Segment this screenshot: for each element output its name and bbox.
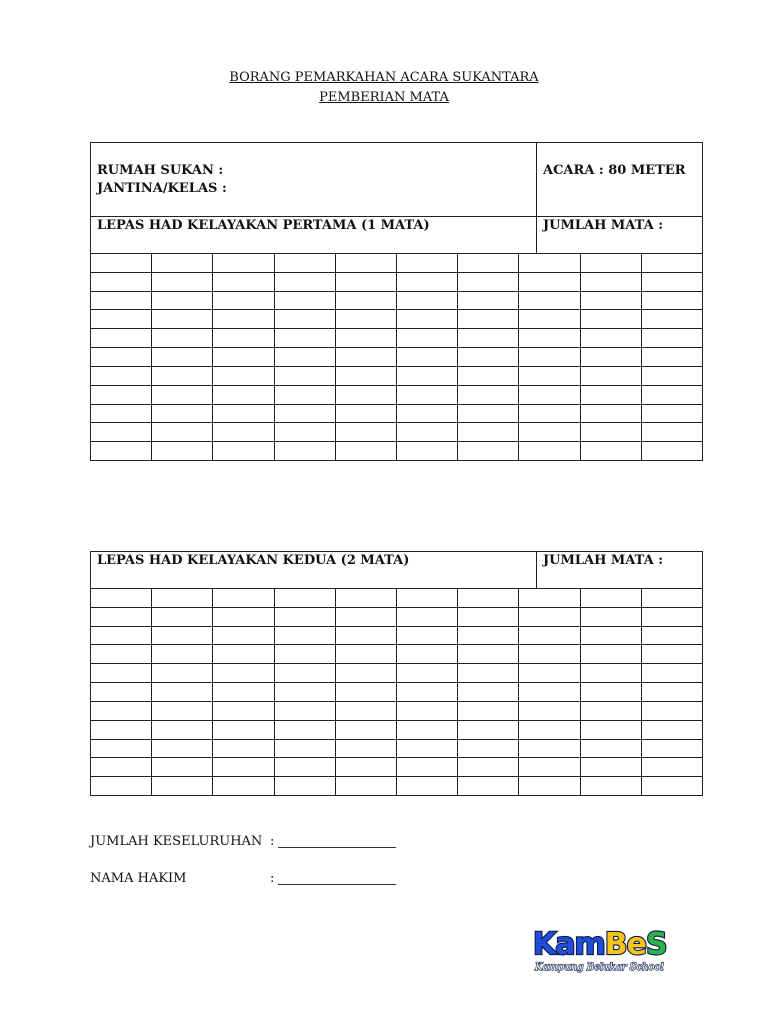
grid-row [91, 758, 703, 777]
grid-cell[interactable] [152, 423, 213, 442]
grid-cell[interactable] [580, 701, 641, 720]
grid-row [91, 423, 703, 442]
grid-cell[interactable] [519, 385, 580, 404]
grid-cell[interactable] [91, 739, 152, 758]
grid-row [91, 404, 703, 423]
grid-cell[interactable] [396, 442, 457, 461]
grid-cell[interactable] [641, 442, 702, 461]
grid-cell[interactable] [396, 310, 457, 329]
grid-cell[interactable] [335, 404, 396, 423]
grid-cell[interactable] [396, 348, 457, 367]
grid-cell[interactable] [396, 683, 457, 702]
grid-cell[interactable] [335, 385, 396, 404]
grid-cell[interactable] [152, 310, 213, 329]
grid-cell[interactable] [213, 291, 274, 310]
grid-cell[interactable] [580, 366, 641, 385]
grid-cell[interactable] [152, 701, 213, 720]
grid-cell[interactable] [91, 404, 152, 423]
grid-row [91, 291, 703, 310]
grid-cell[interactable] [396, 664, 457, 683]
grid-row [91, 329, 703, 348]
grid-row [91, 607, 703, 626]
grid-cell[interactable] [458, 310, 519, 329]
grid-cell[interactable] [335, 254, 396, 273]
grid-cell[interactable] [458, 348, 519, 367]
grid-cell[interactable] [580, 385, 641, 404]
grid-cell[interactable] [519, 366, 580, 385]
grid-cell[interactable] [152, 272, 213, 291]
grid-cell[interactable] [213, 385, 274, 404]
grid-cell[interactable] [519, 291, 580, 310]
grid-cell[interactable] [152, 254, 213, 273]
grid-cell[interactable] [213, 701, 274, 720]
grid-cell[interactable] [152, 683, 213, 702]
grid-cell[interactable] [519, 607, 580, 626]
grid-cell[interactable] [91, 607, 152, 626]
grid-cell[interactable] [213, 626, 274, 645]
grid-cell[interactable] [152, 607, 213, 626]
logo-kam: Kam [533, 927, 605, 962]
grid-cell[interactable] [335, 720, 396, 739]
grid-cell[interactable] [519, 348, 580, 367]
grid-cell[interactable] [519, 329, 580, 348]
grid-cell[interactable] [152, 645, 213, 664]
grid-cell[interactable] [274, 720, 335, 739]
grid-cell[interactable] [274, 626, 335, 645]
svg-text:KamBeS [533, 927, 667, 962]
grid-row [91, 385, 703, 404]
grid-cell[interactable] [641, 683, 702, 702]
grid-cell[interactable] [396, 777, 457, 796]
grid-cell[interactable] [213, 683, 274, 702]
grid-row [91, 254, 703, 273]
grid-cell[interactable] [152, 385, 213, 404]
grid-cell[interactable] [91, 310, 152, 329]
grid-cell[interactable] [274, 310, 335, 329]
grid-cell[interactable] [396, 720, 457, 739]
grid-row [91, 366, 703, 385]
grid-cell[interactable] [335, 739, 396, 758]
grid-cell[interactable] [641, 291, 702, 310]
grid-cell[interactable] [580, 777, 641, 796]
grid-cell[interactable] [641, 366, 702, 385]
grid-cell[interactable] [580, 310, 641, 329]
grid-cell[interactable] [91, 777, 152, 796]
grid-cell[interactable] [580, 348, 641, 367]
grid-cell[interactable] [274, 739, 335, 758]
grid-cell[interactable] [580, 607, 641, 626]
grid-row [91, 777, 703, 796]
grid-cell[interactable] [274, 758, 335, 777]
grid-cell[interactable] [641, 423, 702, 442]
grid-cell[interactable] [580, 645, 641, 664]
grid-cell[interactable] [641, 385, 702, 404]
grid-cell[interactable] [396, 589, 457, 608]
grid-cell[interactable] [213, 664, 274, 683]
grid-cell[interactable] [458, 272, 519, 291]
grid-cell[interactable] [213, 329, 274, 348]
grid-cell[interactable] [213, 272, 274, 291]
grid-cell[interactable] [641, 758, 702, 777]
grid-cell[interactable] [274, 589, 335, 608]
grid-cell[interactable] [458, 442, 519, 461]
grid-cell[interactable] [641, 701, 702, 720]
grid-cell[interactable] [641, 272, 702, 291]
form-title: BORANG PEMARKAHAN ACARA SUKANTARA [229, 70, 539, 85]
logo-s: S [645, 927, 667, 962]
score-grid-1 [90, 253, 703, 461]
grid-cell[interactable] [152, 404, 213, 423]
grid-cell[interactable] [396, 329, 457, 348]
grid-cell[interactable] [396, 423, 457, 442]
grid-cell[interactable] [396, 701, 457, 720]
grid-cell[interactable] [335, 310, 396, 329]
section1-heading: LEPAS HAD KELAYAKAN PERTAMA (1 MATA) [97, 218, 430, 233]
grid-cell[interactable] [335, 626, 396, 645]
grid-cell[interactable] [458, 385, 519, 404]
grid-cell[interactable] [458, 664, 519, 683]
grid-cell[interactable] [580, 291, 641, 310]
grid-cell[interactable] [458, 758, 519, 777]
grid-cell[interactable] [396, 645, 457, 664]
section2-total-label: JUMLAH MATA : [543, 553, 664, 568]
form-subtitle: PEMBERIAN MATA [319, 90, 449, 105]
grid-cell[interactable] [458, 254, 519, 273]
grid-cell[interactable] [274, 664, 335, 683]
grid-cell[interactable] [580, 664, 641, 683]
jantina-kelas-label: JANTINA/KELAS : [97, 181, 227, 196]
logo-be: Be [604, 927, 646, 962]
grid-cell[interactable] [213, 404, 274, 423]
grid-cell[interactable] [213, 758, 274, 777]
grid-cell[interactable] [519, 442, 580, 461]
grid-cell[interactable] [519, 423, 580, 442]
grid-cell[interactable] [213, 310, 274, 329]
grid-cell[interactable] [580, 404, 641, 423]
grid-cell[interactable] [519, 758, 580, 777]
grid-cell[interactable] [335, 348, 396, 367]
grid-cell[interactable] [641, 329, 702, 348]
grid-cell[interactable] [213, 254, 274, 273]
grid-cell[interactable] [274, 645, 335, 664]
grid-cell[interactable] [519, 310, 580, 329]
grid-cell[interactable] [152, 720, 213, 739]
grid-cell[interactable] [91, 291, 152, 310]
grid-cell[interactable] [274, 348, 335, 367]
grid-cell[interactable] [458, 777, 519, 796]
total-overall-label: JUMLAH KESELURUHAN [90, 834, 263, 849]
grid-cell[interactable] [641, 254, 702, 273]
grid-cell[interactable] [152, 348, 213, 367]
grid-cell[interactable] [396, 385, 457, 404]
grid-cell[interactable] [335, 329, 396, 348]
grid-cell[interactable] [91, 348, 152, 367]
grid-cell[interactable] [580, 423, 641, 442]
grid-cell[interactable] [274, 442, 335, 461]
section2-divider [536, 551, 537, 589]
info-box [90, 142, 703, 254]
grid-cell[interactable] [152, 291, 213, 310]
grid-cell[interactable] [213, 645, 274, 664]
grid-cell[interactable] [396, 254, 457, 273]
grid-cell[interactable] [641, 626, 702, 645]
grid-cell[interactable] [274, 254, 335, 273]
grid-cell[interactable] [152, 664, 213, 683]
grid-cell[interactable] [335, 683, 396, 702]
grid-row [91, 701, 703, 720]
grid-cell[interactable] [641, 404, 702, 423]
grid-cell[interactable] [458, 739, 519, 758]
total-overall-field[interactable] [278, 847, 396, 848]
grid-cell[interactable] [152, 442, 213, 461]
grid-cell[interactable] [274, 385, 335, 404]
grid-cell[interactable] [213, 423, 274, 442]
grid-cell[interactable] [458, 626, 519, 645]
grid-cell[interactable] [335, 442, 396, 461]
grid-cell[interactable] [458, 701, 519, 720]
grid-cell[interactable] [458, 404, 519, 423]
grid-cell[interactable] [396, 626, 457, 645]
grid-cell[interactable] [91, 366, 152, 385]
grid-cell[interactable] [580, 272, 641, 291]
grid-cell[interactable] [91, 423, 152, 442]
grid-cell[interactable] [580, 442, 641, 461]
grid-cell[interactable] [152, 777, 213, 796]
grid-cell[interactable] [519, 272, 580, 291]
score-grid-2 [90, 588, 703, 796]
grid-cell[interactable] [519, 254, 580, 273]
grid-cell[interactable] [580, 720, 641, 739]
grid-cell[interactable] [274, 366, 335, 385]
grid-cell[interactable] [152, 758, 213, 777]
grid-cell[interactable] [152, 366, 213, 385]
grid-cell[interactable] [335, 664, 396, 683]
grid-cell[interactable] [91, 645, 152, 664]
grid-row [91, 272, 703, 291]
grid-row [91, 720, 703, 739]
grid-cell[interactable] [641, 645, 702, 664]
grid-cell[interactable] [458, 683, 519, 702]
grid-cell[interactable] [641, 739, 702, 758]
grid-cell[interactable] [274, 777, 335, 796]
section2-heading: LEPAS HAD KELAYAKAN KEDUA (2 MATA) [97, 553, 410, 568]
info-separator [90, 216, 703, 217]
grid-cell[interactable] [458, 720, 519, 739]
acara-label: ACARA : 80 METER [543, 163, 686, 178]
grid-cell[interactable] [396, 291, 457, 310]
grid-cell[interactable] [519, 626, 580, 645]
grid-cell[interactable] [458, 291, 519, 310]
grid-cell[interactable] [519, 777, 580, 796]
grid-cell[interactable] [152, 626, 213, 645]
grid-cell[interactable] [641, 607, 702, 626]
judge-name-label: NAMA HAKIM [90, 871, 187, 886]
grid-row [91, 683, 703, 702]
grid-cell[interactable] [519, 720, 580, 739]
section1-total-label: JUMLAH MATA : [543, 218, 664, 233]
grid-cell[interactable] [458, 589, 519, 608]
grid-cell[interactable] [580, 626, 641, 645]
grid-cell[interactable] [519, 589, 580, 608]
grid-cell[interactable] [519, 701, 580, 720]
grid-cell[interactable] [213, 777, 274, 796]
grid-row [91, 645, 703, 664]
judge-name-colon: : [270, 871, 275, 886]
grid-cell[interactable] [458, 329, 519, 348]
grid-cell[interactable] [396, 758, 457, 777]
grid-cell[interactable] [213, 442, 274, 461]
grid-cell[interactable] [335, 645, 396, 664]
grid-cell[interactable] [335, 607, 396, 626]
grid-cell[interactable] [396, 272, 457, 291]
grid-cell[interactable] [580, 589, 641, 608]
grid-row [91, 589, 703, 608]
grid-cell[interactable] [519, 404, 580, 423]
grid-cell[interactable] [580, 254, 641, 273]
grid-cell[interactable] [274, 404, 335, 423]
grid-cell[interactable] [213, 589, 274, 608]
grid-cell[interactable] [396, 607, 457, 626]
grid-cell[interactable] [335, 291, 396, 310]
grid-cell[interactable] [335, 366, 396, 385]
grid-cell[interactable] [580, 758, 641, 777]
grid-cell[interactable] [580, 683, 641, 702]
grid-cell[interactable] [91, 683, 152, 702]
grid-cell[interactable] [396, 739, 457, 758]
grid-cell[interactable] [580, 329, 641, 348]
grid-cell[interactable] [641, 310, 702, 329]
grid-cell[interactable] [213, 607, 274, 626]
grid-cell[interactable] [213, 366, 274, 385]
grid-cell[interactable] [274, 683, 335, 702]
grid-cell[interactable] [335, 758, 396, 777]
rumah-sukan-label: RUMAH SUKAN : [97, 163, 224, 178]
grid-cell[interactable] [396, 404, 457, 423]
grid-cell[interactable] [519, 645, 580, 664]
grid-cell[interactable] [91, 701, 152, 720]
grid-cell[interactable] [213, 720, 274, 739]
grid-cell[interactable] [335, 701, 396, 720]
grid-cell[interactable] [274, 423, 335, 442]
grid-cell[interactable] [519, 683, 580, 702]
grid-cell[interactable] [91, 329, 152, 348]
grid-cell[interactable] [274, 329, 335, 348]
grid-cell[interactable] [274, 701, 335, 720]
grid-cell[interactable] [335, 423, 396, 442]
grid-cell[interactable] [274, 607, 335, 626]
grid-cell[interactable] [641, 720, 702, 739]
grid-cell[interactable] [91, 442, 152, 461]
grid-row [91, 739, 703, 758]
grid-cell[interactable] [335, 777, 396, 796]
grid-cell[interactable] [91, 758, 152, 777]
grid-cell[interactable] [274, 272, 335, 291]
grid-cell[interactable] [519, 739, 580, 758]
grid-cell[interactable] [213, 739, 274, 758]
grid-cell[interactable] [213, 348, 274, 367]
grid-cell[interactable] [580, 739, 641, 758]
grid-cell[interactable] [91, 385, 152, 404]
grid-cell[interactable] [152, 329, 213, 348]
grid-cell[interactable] [641, 589, 702, 608]
grid-cell[interactable] [641, 348, 702, 367]
grid-cell[interactable] [458, 366, 519, 385]
grid-cell[interactable] [91, 589, 152, 608]
grid-cell[interactable] [641, 664, 702, 683]
grid-cell[interactable] [91, 664, 152, 683]
grid-cell[interactable] [91, 720, 152, 739]
grid-cell[interactable] [335, 272, 396, 291]
info-divider [536, 142, 537, 254]
grid-cell[interactable] [91, 254, 152, 273]
grid-cell[interactable] [152, 739, 213, 758]
grid-cell[interactable] [458, 645, 519, 664]
grid-cell[interactable] [641, 777, 702, 796]
grid-cell[interactable] [396, 366, 457, 385]
grid-row [91, 664, 703, 683]
grid-cell[interactable] [335, 589, 396, 608]
grid-cell[interactable] [458, 423, 519, 442]
grid-row [91, 626, 703, 645]
grid-cell[interactable] [152, 589, 213, 608]
grid-cell[interactable] [458, 607, 519, 626]
grid-cell[interactable] [274, 291, 335, 310]
kambes-logo [530, 922, 680, 977]
judge-name-field[interactable] [278, 884, 396, 885]
grid-row [91, 348, 703, 367]
total-overall-colon: : [270, 834, 275, 849]
grid-row [91, 442, 703, 461]
grid-cell[interactable] [519, 664, 580, 683]
grid-row [91, 310, 703, 329]
logo-tagline: Kampung Belukar School [535, 962, 664, 973]
grid-cell[interactable] [91, 272, 152, 291]
grid-cell[interactable] [91, 626, 152, 645]
